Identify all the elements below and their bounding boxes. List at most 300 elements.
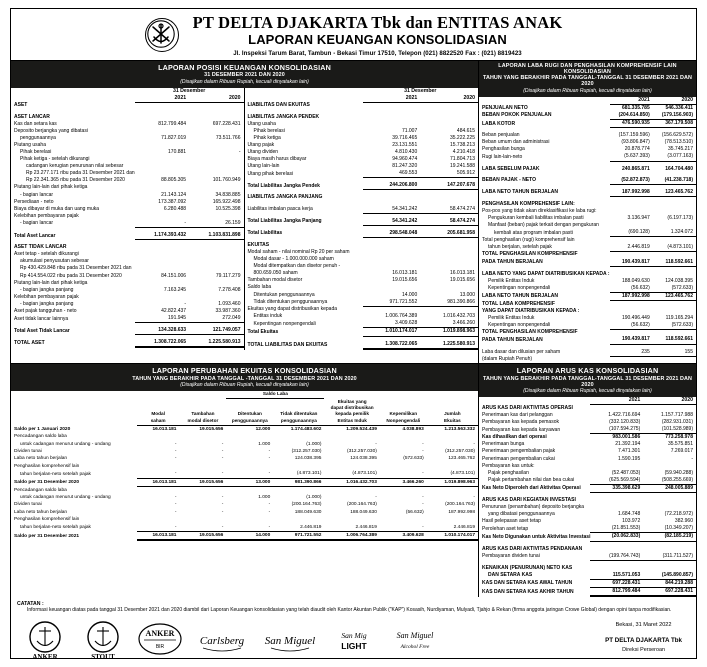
bottom-section xyxy=(11,363,696,597)
row-label: Pencadangan saldo laba xyxy=(14,434,67,440)
table-row xyxy=(11,170,244,177)
row-value xyxy=(653,251,696,258)
row-label: Pembayaran dividen tunai xyxy=(482,553,540,560)
row-value xyxy=(590,405,643,412)
row-label: LABA NETO YANG DAPAT DIATRIBUSIKAN KEPADA : xyxy=(482,270,610,277)
row-label: Dividen tunai xyxy=(14,448,42,454)
row-value: 3.136.947 xyxy=(627,214,650,221)
row-label: Ditentukan penggunaannya xyxy=(253,291,315,298)
row-label: BEBAN PAJAK - NETO xyxy=(482,177,536,184)
row-value: - xyxy=(174,448,177,454)
row-value xyxy=(189,258,243,265)
row-value: - xyxy=(268,502,271,508)
table-row xyxy=(479,525,696,533)
table-row xyxy=(11,501,478,508)
table-row xyxy=(479,553,696,561)
row-label: PADA TAHUN BERJALAN xyxy=(482,336,543,343)
brand-logos xyxy=(17,614,690,660)
row-label: Liabilitas imbalan pasca kerja xyxy=(247,206,313,213)
masthead xyxy=(11,9,696,60)
row-value xyxy=(179,516,226,523)
row-value: (572.633) xyxy=(653,322,696,330)
row-value: 19.015.656 xyxy=(179,531,226,540)
table-row xyxy=(11,156,244,163)
row-value: 42.822.437 xyxy=(161,307,187,314)
row-value: 812.799.484 xyxy=(590,588,643,597)
row-value xyxy=(226,487,273,494)
table-row xyxy=(479,308,696,315)
row-value: 35.745.217 xyxy=(667,146,693,153)
table-row xyxy=(245,163,479,170)
svg-text:BIR: BIR xyxy=(155,644,165,651)
row-value: 1.225.580.913 xyxy=(189,339,243,347)
row-value xyxy=(189,184,243,191)
row-value: - xyxy=(135,220,189,228)
table-row xyxy=(479,215,696,222)
row-value: (41.238.718) xyxy=(653,177,696,185)
row-value: 10.525.398 xyxy=(215,205,241,212)
row-label: LABA NETO TAHUN BERJALAN xyxy=(482,189,559,196)
balance-sheet-subtitle: 31 DESEMBER 2021 DAN 2020 xyxy=(204,72,285,79)
row-label: LABA SEBELUM PAJAK xyxy=(482,165,540,172)
balance-sheet-panel xyxy=(11,61,479,364)
row-value: 983.001.586 xyxy=(612,434,641,441)
assets-year-2020: 2020 xyxy=(189,95,243,103)
table-row xyxy=(479,533,696,541)
row-value xyxy=(226,463,273,470)
row-value: 188.049.630 xyxy=(350,509,377,515)
table-row xyxy=(245,142,479,149)
row-value: - xyxy=(473,441,475,447)
row-value: (93.806.847) xyxy=(621,139,650,146)
row-value: 235 xyxy=(610,349,653,357)
row-label: Pembayaran kas untuk: xyxy=(482,462,535,469)
row-value xyxy=(590,463,643,470)
signature-place-date: Bekasi, 31 Maret 2022 xyxy=(615,621,672,628)
row-value: 1.174.483.602 xyxy=(290,426,322,432)
row-value: 1.016.432.703 xyxy=(443,313,475,320)
row-value xyxy=(590,497,643,504)
table-row xyxy=(11,163,244,170)
table-row xyxy=(245,206,479,214)
row-label: Saldo per 1 Januari 2020 xyxy=(14,426,71,432)
row-value xyxy=(189,102,243,109)
row-value xyxy=(363,263,421,270)
row-value xyxy=(653,237,696,244)
row-value xyxy=(420,263,478,270)
table-row xyxy=(245,242,479,249)
row-label: Beban penjualan xyxy=(482,132,520,139)
row-value: 16.013.181 xyxy=(152,426,177,432)
equity-statement-subtitle: TAHUN YANG BERAKHIR PADA TANGGAL -TANGGAL 31 DESEMBER 2021 DAN 2020 xyxy=(132,375,357,382)
liab-year-2021: 2021 xyxy=(363,95,421,103)
equity-column-header: Kepemilikan Nonpengendali xyxy=(380,399,427,425)
table-row xyxy=(479,201,696,208)
row-label: Kepentingan nonpengendali xyxy=(488,322,551,329)
row-value: 6.280.488 xyxy=(163,205,187,212)
row-value xyxy=(137,516,180,523)
row-value: (625.569.594) xyxy=(590,477,643,485)
row-value xyxy=(427,516,478,523)
equity-table-head xyxy=(11,391,478,425)
row-value xyxy=(135,213,189,220)
table-row xyxy=(245,299,479,307)
table-row xyxy=(245,277,479,284)
row-value xyxy=(179,433,226,440)
row-value: 240.865.871 xyxy=(621,165,650,172)
row-value xyxy=(363,256,421,263)
row-value: 35.222.225 xyxy=(449,134,475,141)
row-value: 1.308.722.065 xyxy=(363,341,421,349)
row-value: (5.637.393) xyxy=(610,153,653,161)
row-value: 164.704.480 xyxy=(665,165,693,172)
row-value: - xyxy=(221,441,224,447)
row-label: PADA TAHUN BERJALAN xyxy=(482,259,543,266)
table-row xyxy=(479,565,696,572)
row-value: (56.632) xyxy=(610,285,653,293)
row-label: Penerimaan pengembalian pajak xyxy=(482,448,556,455)
table-row xyxy=(11,455,478,462)
notes-heading: CATATAN : xyxy=(17,601,44,608)
table-row xyxy=(245,182,479,190)
table-row xyxy=(479,153,696,161)
row-value xyxy=(226,433,273,440)
row-value: 165.922.498 xyxy=(212,198,241,205)
row-label: Aset tidak lancar lainnya xyxy=(14,315,69,322)
table-row xyxy=(479,251,696,258)
table-row xyxy=(479,419,696,426)
row-value xyxy=(610,329,653,336)
table-row xyxy=(11,287,244,294)
row-label: Hasil pelepasan aset tetap xyxy=(482,518,541,525)
table-row xyxy=(245,313,479,320)
row-label: Rp 430.429.848 ribu pada 31 Desember 2021 dan xyxy=(20,265,132,272)
row-value: 71.007 xyxy=(401,127,418,134)
row-value xyxy=(273,487,324,494)
brand-san-mig-light xyxy=(329,620,379,660)
row-label: Ekuitas yang dapat distribusikan kepada xyxy=(247,306,338,313)
row-value: 13.000 xyxy=(226,478,273,486)
row-value: 3.409.628 xyxy=(363,320,421,328)
brand-san-miguel-alcohol-free xyxy=(389,620,441,660)
row-label: Kas Neto Diperoleh dari Aktivitas Operasi xyxy=(482,485,581,492)
row-value: - xyxy=(221,448,224,454)
row-value: 2.446.819 xyxy=(427,524,478,532)
row-value: 119.165.294 xyxy=(665,314,693,321)
row-value: 812.799.484 xyxy=(158,120,187,127)
row-value: 1.006.764.389 xyxy=(385,313,418,320)
table-row xyxy=(245,306,479,313)
row-label: Pemilik Entitas Induk xyxy=(488,314,535,321)
row-label: Rugi lain-lain-neto xyxy=(482,153,523,160)
row-value: - xyxy=(422,448,424,454)
row-value: 1.016.432.703 xyxy=(324,478,379,486)
row-label: Biaya dibayar di muka dan uang muka xyxy=(14,205,100,212)
row-value: (59.940.288) xyxy=(664,469,693,476)
table-row xyxy=(479,497,696,504)
table-row xyxy=(11,199,244,206)
row-label: Total Liabilitas Jangka Pendek xyxy=(247,182,320,189)
row-label: Modal dasar - 1.000.000.000 saham xyxy=(253,256,334,263)
table-row xyxy=(11,509,478,516)
row-label: Rp 22.341.365 ribu pada 31 Desember 2020 xyxy=(26,177,125,184)
table-row xyxy=(245,249,479,256)
row-value xyxy=(610,222,653,229)
table-row xyxy=(479,441,696,448)
row-label: Aset tetap - setelah dikurangi xyxy=(14,251,79,258)
row-value: 1.093.460 xyxy=(218,300,241,307)
row-label: LABA NETO TAHUN BERJALAN xyxy=(482,293,559,300)
row-value xyxy=(610,301,653,308)
equity-column-header: Ditentukan penggunaannya xyxy=(226,399,273,425)
row-value: 115.571.053 xyxy=(590,572,643,580)
row-value xyxy=(324,516,379,523)
row-label: Total Liabilitas Jangka Panjang xyxy=(247,218,322,225)
row-value: - xyxy=(380,524,427,532)
row-value: 298.548.048 xyxy=(363,230,421,238)
row-value: - xyxy=(184,300,187,307)
table-row xyxy=(11,531,478,540)
table-row xyxy=(479,463,696,470)
table-row xyxy=(479,104,696,112)
row-label: Deposito berjangka yang dibatasi xyxy=(14,127,88,134)
row-value xyxy=(420,194,478,201)
footer xyxy=(11,597,696,660)
row-label: tahun berjalan-neto setelah pajak xyxy=(20,525,91,531)
row-value: 248.005.889 xyxy=(643,484,696,492)
row-value xyxy=(324,487,379,494)
row-label: LABA KOTOR xyxy=(482,120,516,127)
row-value: 971.721.552 xyxy=(363,299,421,307)
row-value: (20.062.833) xyxy=(590,533,643,541)
row-value: 16.013.181 xyxy=(449,270,475,277)
row-value xyxy=(135,294,189,301)
row-label: BEBAN POKOK PENJUALAN xyxy=(482,112,552,119)
table-row xyxy=(479,477,696,485)
table-row xyxy=(11,184,244,191)
row-label: cadangan kerugian penurunan nilai sebesar xyxy=(26,163,124,170)
table-row xyxy=(479,315,696,322)
row-value: 23.131.551 xyxy=(392,141,418,148)
row-label: TOTAL PENGHASILAN KOMPREHENSIF xyxy=(482,329,578,336)
svg-text:San Miguel: San Miguel xyxy=(396,631,434,641)
row-value: 124.038.395 xyxy=(665,277,693,284)
row-label: untuk cadangan menurut undang - undang xyxy=(20,494,111,500)
equity-statement-note: (Disajikan dalam Ribuan Rupiah, kecuali dinyatakan lain) xyxy=(180,382,309,389)
row-value: 2.446.819 xyxy=(273,524,324,532)
table-row xyxy=(479,412,696,419)
svg-text:ANKER: ANKER xyxy=(32,653,58,662)
row-label: Saldo laba xyxy=(247,284,272,291)
row-value: (78.513.510) xyxy=(664,139,693,146)
row-value: - xyxy=(422,494,424,500)
row-label: Pihak ketiga xyxy=(253,134,281,141)
row-value xyxy=(135,184,189,191)
row-value xyxy=(420,256,478,263)
row-value: 1.225.580.913 xyxy=(420,341,478,349)
row-value: 4.210.418 xyxy=(452,149,475,155)
row-value xyxy=(380,433,427,440)
row-value: - xyxy=(238,149,241,155)
row-value: (107.594.275) xyxy=(590,426,643,434)
row-value: (200.164.763) xyxy=(347,502,377,508)
row-label: Utang pihak berelasi xyxy=(247,170,294,177)
table-row xyxy=(479,405,696,412)
row-label: Persediaan - neto xyxy=(14,198,54,205)
row-value xyxy=(427,433,478,440)
row-value: (10.349.207) xyxy=(643,525,696,533)
row-label: Dividen tunai xyxy=(14,502,42,508)
row-label: LIABILITAS DAN EKUITAS xyxy=(247,102,310,109)
table-row xyxy=(245,320,479,328)
row-value xyxy=(610,237,653,244)
cf-year-2020: 2020 xyxy=(643,397,696,405)
row-value: - xyxy=(174,502,177,508)
cf-year-2021: 2021 xyxy=(590,397,643,405)
row-value: 12.000 xyxy=(255,426,271,432)
row-label: Penghasilan komprehensif lain xyxy=(14,517,80,523)
equity-column-header: Modal saham xyxy=(137,399,180,425)
brand-carlsberg xyxy=(193,620,251,660)
liabilities-table xyxy=(245,88,479,350)
cash-flow-header xyxy=(479,364,696,397)
row-label: LIABILITAS JANGKA PANJANG xyxy=(247,194,323,201)
table-row xyxy=(479,356,696,363)
row-value xyxy=(135,258,189,265)
row-label: Kas Neto Digunakan untuk Aktivitas Investasi xyxy=(482,533,591,540)
row-value: 84.151.006 xyxy=(161,272,187,279)
row-value xyxy=(189,213,243,220)
table-row xyxy=(11,192,244,199)
row-value: 244.206.800 xyxy=(363,182,421,190)
row-value xyxy=(363,249,421,256)
table-row xyxy=(11,232,244,240)
row-label: Penurunan (penambahan) deposito berjangka xyxy=(482,504,585,511)
row-value: 173.387.092 xyxy=(158,198,187,205)
table-row xyxy=(11,339,244,347)
row-value: (179.156.903) xyxy=(653,112,696,120)
income-statement-subtitle: TAHUN YANG BERAKHIR PADA TANGGAL-TANGGAL 31 DESEMBER 2021 DAN 2020 xyxy=(482,75,693,88)
row-label: Pos-pos yang tidak akan direklasifikasi ke laba rugi: xyxy=(482,207,597,214)
row-value: - xyxy=(473,494,475,500)
row-value xyxy=(653,222,696,229)
svg-text:Carlsberg: Carlsberg xyxy=(199,635,245,648)
table-row xyxy=(479,579,696,587)
row-value: - xyxy=(422,441,424,447)
income-statement-header xyxy=(479,61,696,97)
row-label: Penerimaan bunga xyxy=(482,441,525,448)
row-value: - xyxy=(226,524,273,532)
row-label: Utang dividen xyxy=(247,149,279,155)
row-label: Pajak pertambahan nilai dan bea cukai xyxy=(488,477,575,484)
row-value: - xyxy=(268,509,271,515)
row-value: (72.218.972) xyxy=(664,511,693,518)
row-value xyxy=(135,251,189,258)
row-value: - xyxy=(221,502,224,508)
row-value: 101.760.949 xyxy=(212,177,241,184)
row-value xyxy=(610,356,653,363)
row-value: 19.015.656 xyxy=(449,277,475,284)
row-label: Pihak berelasi xyxy=(253,127,285,134)
row-value xyxy=(135,156,189,163)
svg-text:ANKER: ANKER xyxy=(145,629,175,639)
row-value xyxy=(420,242,478,249)
row-label: Tidak ditentukan penggunaannya xyxy=(253,299,328,306)
row-value: 1.213.563.332 xyxy=(444,426,475,432)
row-value: 71.827.019 xyxy=(161,134,187,141)
table-row xyxy=(11,516,478,523)
row-value: 681.335.785 xyxy=(621,104,650,111)
row-value xyxy=(643,405,696,412)
row-value xyxy=(643,463,696,470)
table-row xyxy=(245,230,479,238)
income-statement-title: LAPORAN LABA RUGI DAN PENGHASILAN KOMPREHENSIF LAIN KONSOLIDASIAN xyxy=(498,62,677,75)
row-label: Penghasilan komprehensif lain xyxy=(14,463,80,469)
table-row xyxy=(245,102,479,109)
row-value: 1.010.174.017 xyxy=(363,328,421,336)
table-row xyxy=(479,588,696,597)
row-value: 981.390.866 xyxy=(420,299,478,307)
row-value: 4.038.893 xyxy=(402,426,424,432)
signature-role: Direksi Perseroan xyxy=(622,646,665,653)
page-frame xyxy=(10,8,697,662)
row-value: 1.019.898.963 xyxy=(420,328,478,336)
row-value xyxy=(135,163,189,170)
is-year-2020: 2020 xyxy=(653,97,696,105)
row-value: 15.738.213 xyxy=(449,141,475,148)
row-value: (4.873.101) xyxy=(324,470,379,478)
row-value xyxy=(610,201,653,208)
table-row xyxy=(11,206,244,213)
cash-flow-subtitle: TAHUN YANG BERAKHIR PADA TANGGAL-TANGGAL 31 DESEMBER 2021 DAN 2020 xyxy=(482,375,693,388)
row-label: Biaya masih harus dibayar xyxy=(247,156,307,163)
table-row xyxy=(11,114,244,121)
row-label: Kas dihasilkan dari operasi xyxy=(482,434,547,441)
row-value: (199.764.743) xyxy=(590,553,643,561)
row-label: Penerimaan kas dari pelanggan xyxy=(482,411,553,418)
svg-text:San Miguel: San Miguel xyxy=(264,635,316,648)
row-label: PENJUALAN NETO xyxy=(482,104,528,111)
table-row xyxy=(479,208,696,215)
row-value: 1.157.717.988 xyxy=(661,411,693,418)
table-row xyxy=(245,292,479,299)
row-label: Pajak penghasilan xyxy=(488,469,529,476)
row-value: 88.805.305 xyxy=(161,177,187,184)
assets-rows xyxy=(11,102,244,347)
row-value: 190.439.817 xyxy=(610,336,653,344)
row-value xyxy=(610,208,653,215)
row-value: 33.987.360 xyxy=(215,307,241,314)
row-value: 505.912 xyxy=(420,170,478,178)
row-value: 19.241.588 xyxy=(449,163,475,170)
assets-date-header: 31 Desember xyxy=(172,87,206,94)
row-label: Kas dan setara kas xyxy=(14,120,57,127)
row-label: ARUS KAS DARI AKTIVITAS OPERASI xyxy=(482,404,573,411)
row-label: Laba neto tahun berjalan xyxy=(14,456,68,462)
row-value: 191.945 xyxy=(135,315,189,323)
table-row xyxy=(11,433,478,440)
table-row xyxy=(11,294,244,301)
liabilities-rows xyxy=(245,102,479,348)
row-value xyxy=(590,565,643,572)
row-label: Saldo per 31 Desember 2020 xyxy=(14,480,80,486)
row-value xyxy=(135,102,189,109)
brand-anker-bir xyxy=(21,620,69,660)
row-label: Piutang lain-lain dari pihak ketiga xyxy=(14,279,88,286)
row-value: 19.015.656 xyxy=(392,277,418,284)
table-row xyxy=(245,284,479,291)
row-value xyxy=(226,516,273,523)
